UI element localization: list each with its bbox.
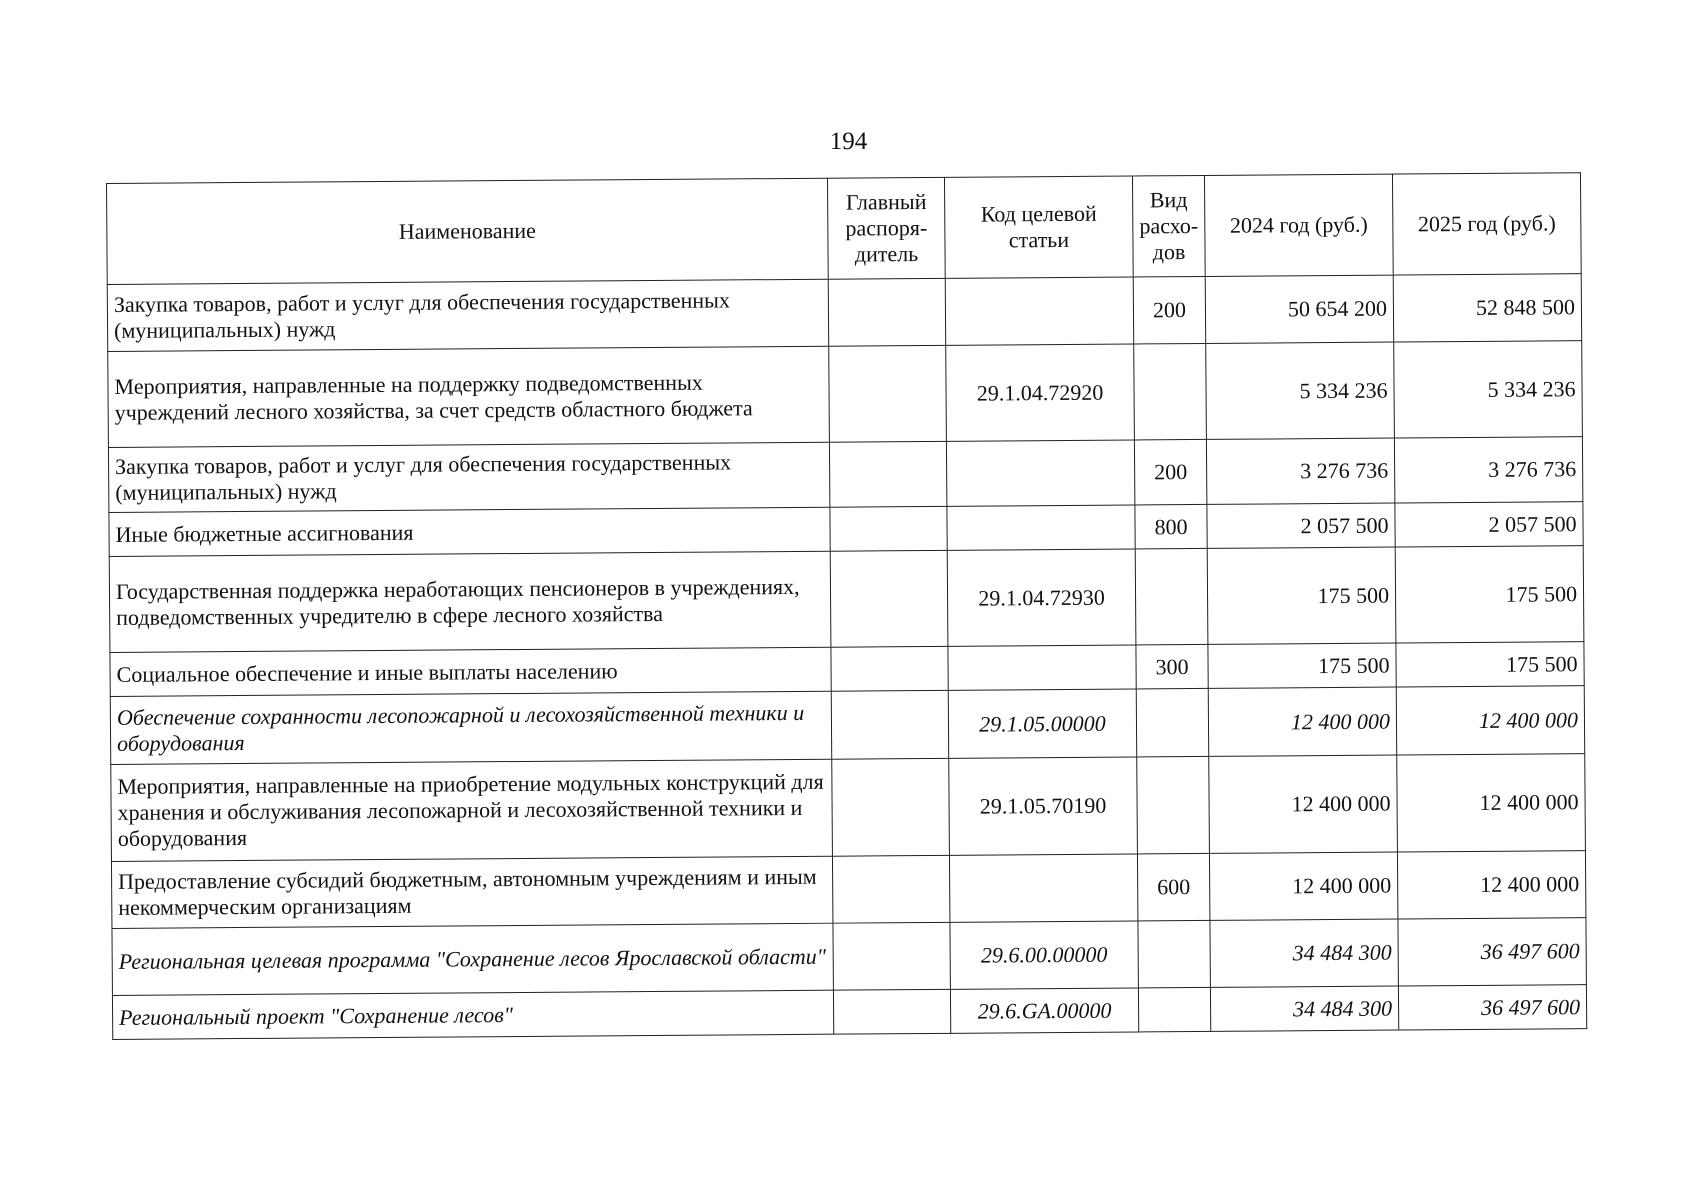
row-code [948, 645, 1136, 690]
row-manager [829, 345, 947, 442]
row-code: 29.1.04.72930 [947, 549, 1136, 646]
table-row [108, 437, 1582, 513]
header-manager: Главный распоря-дитель [827, 177, 945, 279]
row-kind [1134, 343, 1207, 440]
row-amount-2024: 3 276 736 [1206, 438, 1394, 504]
row-amount-2024: 12 400 000 [1208, 687, 1396, 756]
row-amount-2025: 12 400 000 [1396, 686, 1584, 755]
row-manager [828, 278, 945, 346]
row-amount-2024: 34 484 300 [1210, 919, 1398, 987]
row-amount-2025: 5 334 236 [1394, 341, 1583, 438]
row-amount-2025: 175 500 [1396, 642, 1584, 687]
row-code: 29.6.00.00000 [950, 921, 1138, 989]
row-amount-2024: 12 400 000 [1209, 852, 1397, 920]
row-kind [1136, 688, 1208, 757]
row-code: 29.1.04.72920 [946, 344, 1135, 441]
row-name: Закупка товаров, работ и услуг для обеспечения государственных (муниципальных) нужд [107, 279, 828, 351]
row-kind: 600 [1137, 853, 1209, 921]
row-amount-2024: 34 484 300 [1210, 986, 1398, 1031]
row-kind: 300 [1136, 644, 1208, 689]
table-row [111, 754, 1586, 862]
row-code: 29.6.GA.00000 [950, 988, 1138, 1033]
header-name: Наименование [107, 178, 829, 284]
row-amount-2024: 5 334 236 [1206, 342, 1395, 439]
row-amount-2025: 12 400 000 [1397, 851, 1585, 919]
row-kind [1138, 920, 1210, 988]
row-name: Обеспечение сохранности лесопожарной и лесохозяйственной техники и оборудования [110, 691, 831, 764]
row-kind [1137, 756, 1210, 854]
row-amount-2025: 2 057 500 [1395, 502, 1583, 547]
row-manager [830, 550, 948, 647]
row-manager [831, 690, 948, 759]
row-name: Иные бюджетные ассигнования [109, 507, 830, 556]
row-code: 29.1.05.70190 [949, 757, 1138, 855]
row-kind: 200 [1133, 276, 1205, 344]
row-amount-2024: 175 500 [1207, 547, 1396, 644]
table-row [108, 341, 1583, 448]
row-amount-2025: 12 400 000 [1397, 754, 1586, 852]
row-manager [831, 646, 948, 691]
row-kind: 200 [1134, 439, 1206, 505]
row-amount-2024: 12 400 000 [1209, 755, 1398, 853]
row-amount-2025: 36 497 600 [1398, 985, 1586, 1030]
row-code [949, 854, 1137, 922]
header-kind: Вид расхо-дов [1132, 175, 1205, 277]
row-kind: 800 [1135, 504, 1207, 549]
row-amount-2024: 50 654 200 [1205, 275, 1393, 343]
row-kind [1138, 987, 1210, 1032]
row-name: Региональная целевая программа "Сохранение лесов Ярославской области" [112, 923, 833, 995]
row-kind [1135, 548, 1208, 645]
table-row [107, 274, 1581, 352]
row-amount-2025: 36 497 600 [1398, 918, 1586, 986]
row-manager [832, 758, 950, 856]
table-row [111, 851, 1585, 929]
row-manager [833, 989, 950, 1034]
table-row [112, 918, 1586, 996]
row-code [947, 505, 1135, 550]
row-amount-2024: 175 500 [1208, 643, 1396, 688]
row-name: Мероприятия, направленные на поддержку подведомственных учреждений лесного хозяйства, за счет средств областного бюджета [108, 346, 830, 447]
row-manager [829, 441, 946, 507]
table-header [107, 173, 1582, 285]
row-name: Закупка товаров, работ и услуг для обеспечения государственных (муниципальных) нужд [108, 442, 829, 512]
table-body [107, 274, 1586, 1040]
row-manager [830, 506, 947, 551]
row-code [945, 277, 1133, 345]
table-row [109, 546, 1584, 653]
page-number: 194 [829, 128, 868, 155]
table-row [110, 686, 1584, 765]
row-code [946, 440, 1134, 506]
row-amount-2025: 52 848 500 [1393, 274, 1581, 342]
row-amount-2025: 3 276 736 [1394, 437, 1582, 503]
row-name: Региональный проект "Сохранение лесов" [112, 990, 833, 1039]
row-name: Социальное обеспечение и иные выплаты населению [110, 647, 831, 696]
row-amount-2024: 2 057 500 [1207, 503, 1395, 548]
row-manager [833, 922, 950, 990]
header-year-2024: 2024 год (руб.) [1204, 174, 1393, 276]
table-row [112, 985, 1586, 1040]
row-code: 29.1.05.00000 [948, 689, 1136, 758]
row-name: Государственная поддержка неработающих пенсионеров в учреждениях, подведомственных учредителю в сфере лесного хозяйства [109, 551, 831, 652]
row-amount-2025: 175 500 [1395, 546, 1584, 643]
row-name: Мероприятия, направленные на приобретение модульных конструкций для хранения и обслуживания лесопожарной и лесохозяйственной техники и оборудования [111, 759, 833, 861]
budget-table [106, 172, 1587, 1040]
row-name: Предоставление субсидий бюджетным, автономным учреждениям и иным некоммерческим организациям [111, 856, 832, 928]
row-manager [832, 855, 949, 923]
header-year-2025: 2025 год (руб.) [1392, 173, 1581, 275]
header-code: Код целевой статьи [944, 176, 1133, 278]
